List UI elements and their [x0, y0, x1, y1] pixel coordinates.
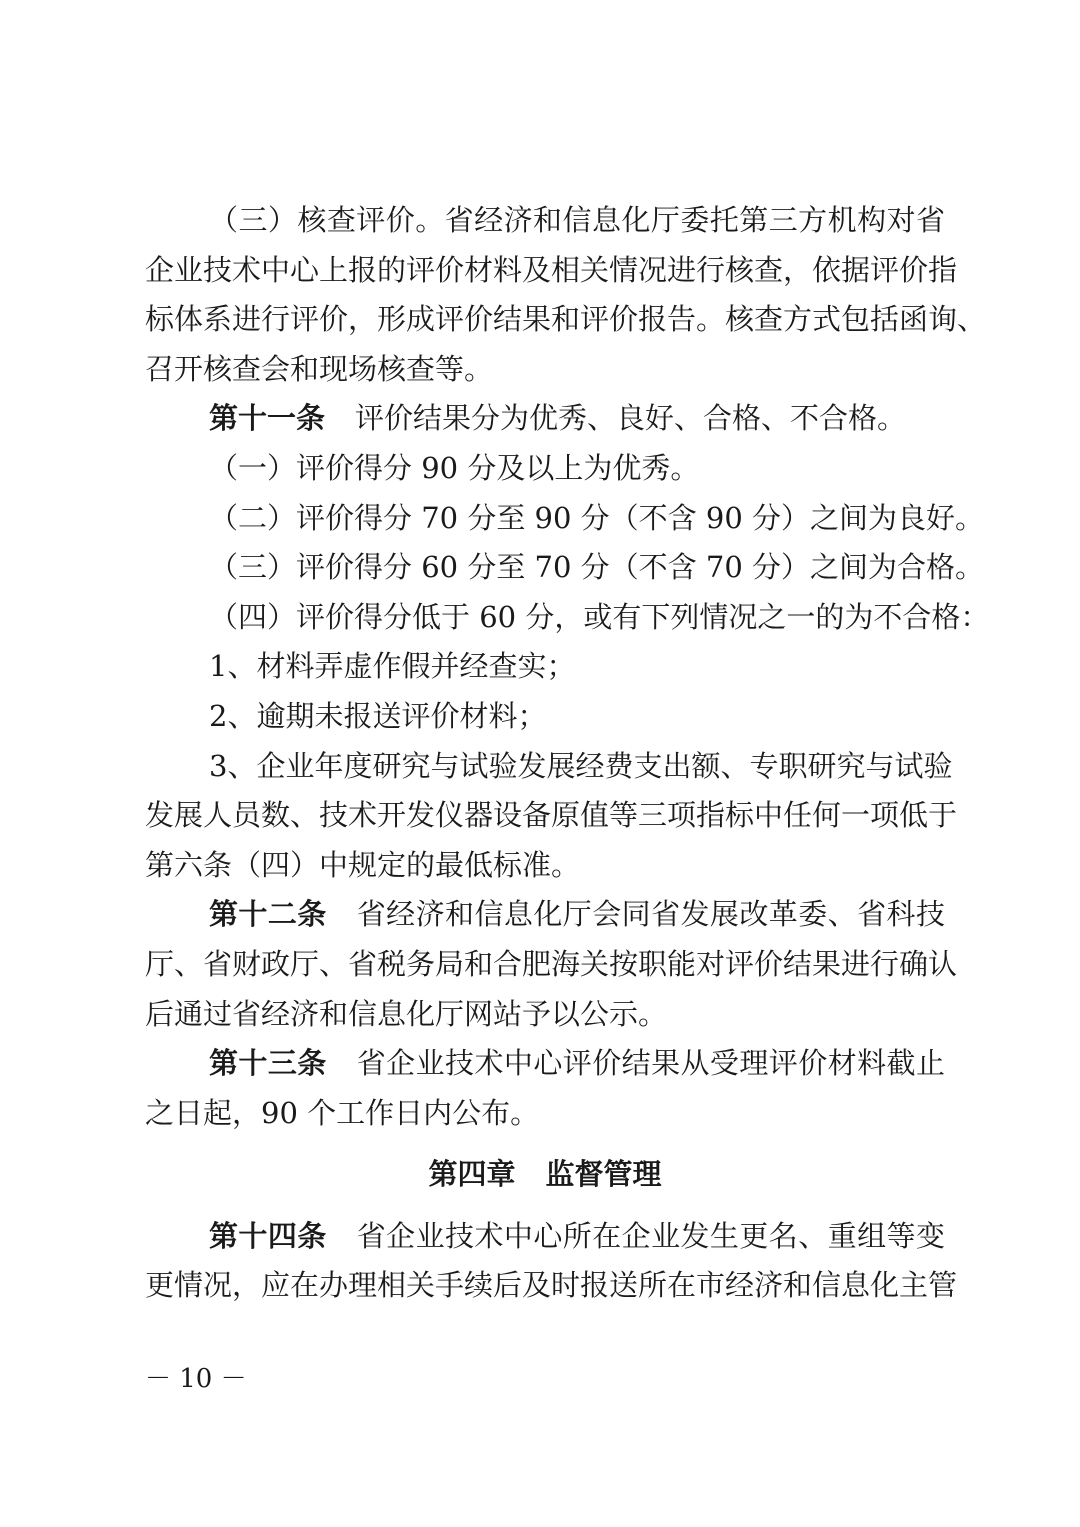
paragraph-line: 更情况，应在办理相关手续后及时报送所在市经济和信息化主管 [145, 1268, 958, 1303]
article-11 [145, 394, 945, 444]
sub-item: 3、企业年度研究与试验发展经费支出额、专职研究与试验 [209, 748, 953, 783]
paragraph-line: 后通过省经济和信息化厅网站予以公示。 [145, 996, 668, 1031]
paragraph-line: 企业技术中心上报的评价材料及相关情况进行核查，依据评价指 [145, 252, 958, 287]
article-heading: 第十四条 [209, 1218, 327, 1253]
article-heading: 第十三条 [209, 1046, 327, 1081]
article-heading: 第十二条 [209, 897, 327, 932]
paragraph-line: 召开核查会和现场核查等。 [145, 351, 494, 386]
article-13 [145, 1039, 945, 1089]
document-body [145, 196, 990, 1311]
paragraph-line: 厅、省财政厅、省税务局和合肥海关按职能对评价结果进行确认 [145, 946, 958, 981]
paragraph-line: 标体系进行评价，形成评价结果和评价报告。核查方式包括函询、 [145, 302, 987, 337]
page-number: － 10 － [145, 1364, 247, 1394]
list-item: （四）评价得分低于 60 分，或有下列情况之一的为不合格： [209, 599, 990, 634]
article-text: 省经济和信息化厅会同省发展改革委、省科技 [356, 897, 945, 932]
chapter-number: 第四章 [428, 1157, 516, 1192]
paragraph-line: 之日起，90 个工作日内公布。 [145, 1095, 540, 1130]
chapter-title: 监督管理 [545, 1157, 662, 1192]
paragraph-line: （三）核查评价。省经济和信息化厅委托第三方机构对省 [209, 203, 945, 237]
article-12 [145, 890, 945, 940]
article-heading: 第十一条 [209, 401, 326, 436]
sub-item: 2、逾期未报送评价材料； [209, 698, 547, 733]
paragraph-line: 发展人员数、技术开发仪器设备原值等三项指标中任何一项低于 [145, 798, 958, 833]
article-text: 省企业技术中心评价结果从受理评价材料截止 [356, 1046, 945, 1081]
chapter-heading [145, 1150, 945, 1200]
article-text: 评价结果分为优秀、良好、合格、不合格。 [355, 401, 907, 436]
article-text: 省企业技术中心所在企业发生更名、重组等变 [356, 1218, 945, 1253]
paragraph-line: 第六条（四）中规定的最低标准。 [145, 847, 581, 882]
article-14 [145, 1212, 945, 1262]
list-item: （二）评价得分 70 分至 90 分（不含 90 分）之间为良好。 [209, 500, 985, 535]
sub-item: 1、材料弄虚作假并经查实； [209, 649, 576, 684]
list-item: （一）评价得分 90 分及以上为优秀。 [209, 450, 700, 485]
list-item: （三）评价得分 60 分至 70 分（不含 70 分）之间为合格。 [209, 550, 985, 585]
